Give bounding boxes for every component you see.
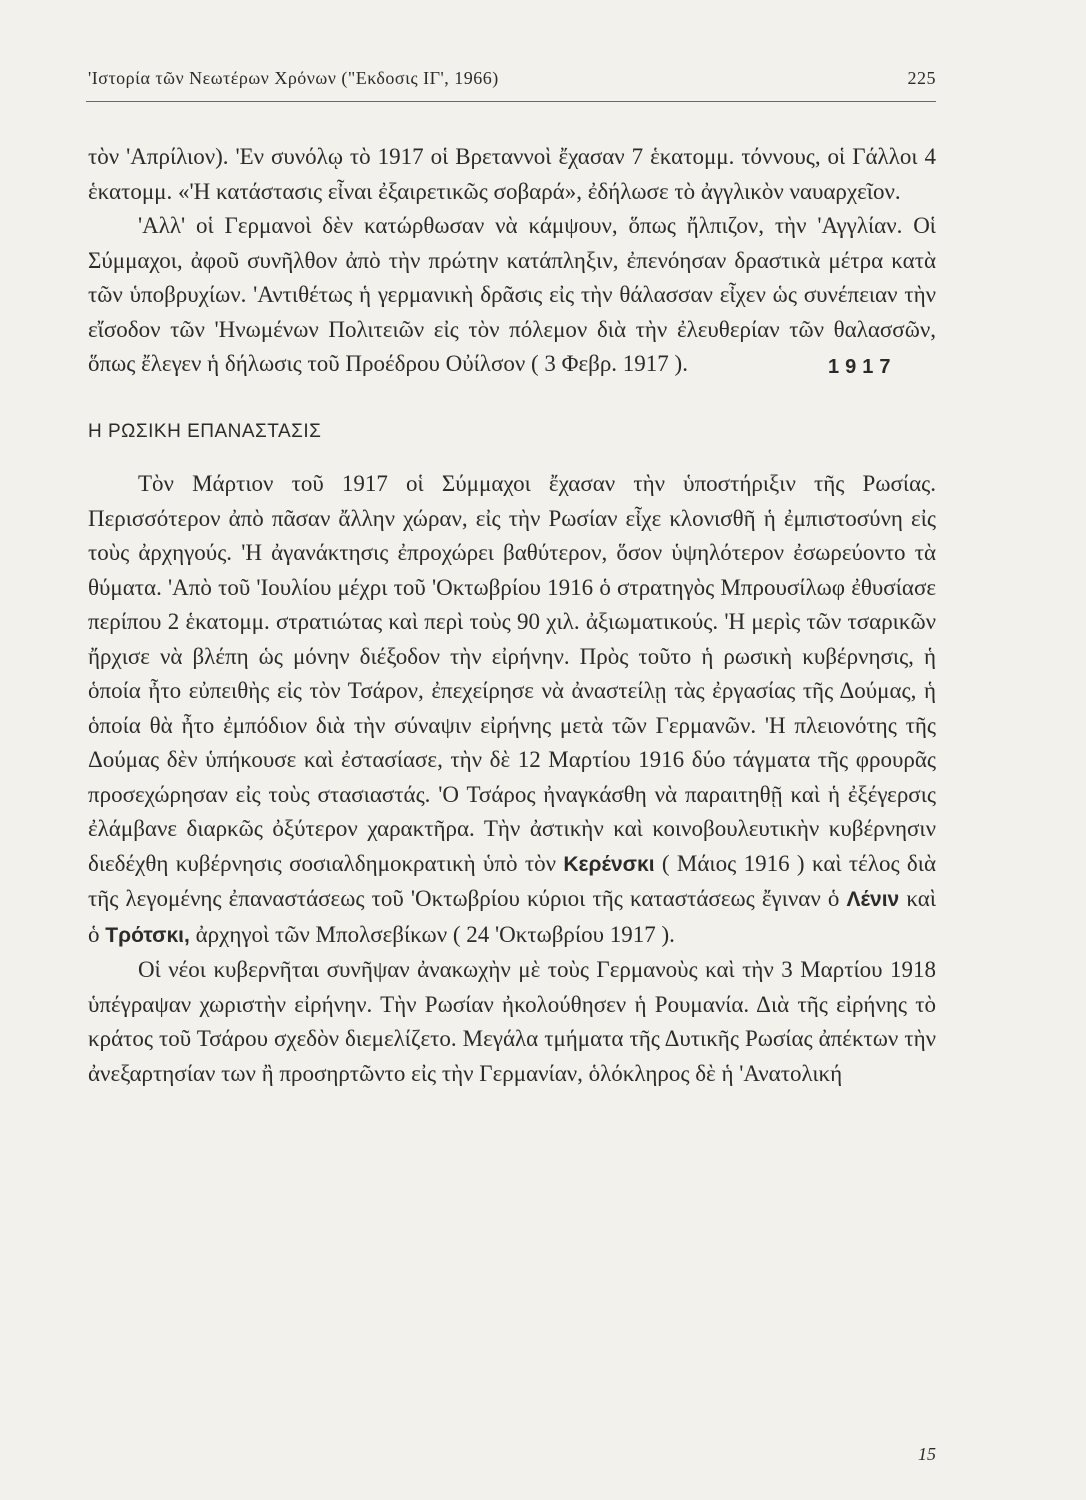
body-text [88,140,936,1091]
running-header [88,68,936,96]
page-number: 225 [907,68,936,88]
name-kerensky: Κερένσκι [563,852,655,876]
running-title: 'Ιστορία τῶν Νεωτέρων Χρόνων ("Εκδοσις ΙΓ', 1966) [88,68,499,88]
section-heading: Η ΡΩΣΙΚΗ ΕΠΑΝΑΣΤΑΣΙΣ [88,420,322,442]
paragraph-3-part-b: ( Μάιος 1916 ) καὶ τέλος διὰ τῆς λεγομένης ἐπαναστάσεως τοῦ 'Οκτωβρίου κύριοι τῆς καταστάσεως ἔγιναν ὁ [88,850,937,911]
paragraph-3-part-d: ἀρχηγοὶ τῶν Μπολσεβίκων ( 24 'Οκτωβρίου 1917 ). [195,921,675,947]
paragraph-4: Οἱ νέοι κυβερνῆται συνῆψαν ἀνακωχὴν μὲ τοὺς Γερμανοὺς καὶ τὴν 3 Μαρτίου 1918 ὑπέγραψαν χωριστὴν εἰρήνην. Τὴν Ρωσίαν ἠκολούθησεν ἡ Ρουμανία. Διὰ τῆς εἰρήνης τὸ κράτος τοῦ Τσάρου σχεδὸν διεμελίζετο. Μεγάλα τμήματα τῆς Δυτικῆς Ρωσίας ἀπέκτων τὴν ἀνεξαρτησίαν των ἢ προσηρτῶντο εἰς τὴν Γερμανίαν, ὁλόκληρος δὲ ἡ 'Ανατολική [88,957,936,1086]
paragraph-3 [88,467,936,953]
paragraph-1: τὸν 'Απρίλιον). 'Εν συνόλῳ τὸ 1917 οἱ Βρεταννοὶ ἔχασαν 7 ἑκατομμ. τόννους, οἱ Γάλλοι 4 ἑκατομμ. «'Η κατάστασις εἶναι ἐξαιρετικῶς σοβαρά», ἐδήλωσε τὸ ἀγγλικὸν ναυαρχεῖον. [88,144,936,204]
signature-mark: 15 [918,1444,936,1464]
paragraph-3-part-c: καὶ ὁ [88,886,937,947]
name-lenin: Λένιν [846,888,900,911]
header-rule [86,101,936,102]
paragraph-2: 'Αλλ' οἱ Γερμανοὶ δὲν κατώρθωσαν νὰ κάμψουν, ὅπως ἤλπιζον, τὴν 'Αγγλίαν. Οἱ Σύμμαχοι, ἀφοῦ συνῆλθον ἀπὸ τὴν πρώτην κατάπληξιν, ἐπενόησαν δραστικὰ μέτρα κατὰ τῶν ὑποβρυχίων. 'Αντιθέτως ἡ γερμανικὴ δρᾶσις εἰς τὴν θάλασσαν εἶχεν ὡς συνέπειαν τὴν εἴσοδον τῶν 'Ηνωμένων Πολιτειῶν εἰς τὸν πόλεμον διὰ τὴν ἐλευθερίαν τῶν θαλασσῶν, ὅπως ἔλεγεν ἡ δήλωσις τοῦ Προέδρου Οὐίλσον ( 3 Φεβρ. 1917 ). [88,213,936,376]
paragraph-3-part-a: Τὸν Μάρτιον τοῦ 1917 οἱ Σύμμαχοι ἔχασαν τὴν ὑποστήριξιν τῆς Ρωσίας. Περισσότερον ἀπὸ πᾶσαν ἄλλην χώραν, εἰς τὴν Ρωσίαν εἶχε κλονισθῆ ἡ ἐμπιστοσύνη εἰς τοὺς ἀρχηγούς. 'Η ἀγανάκτησις ἐπροχώρει βαθύτερον, ὅσον ὑψηλότερον ἐσωρεύοντο τὰ θύματα. 'Απὸ τοῦ 'Ιουλίου μέχρι τοῦ 'Οκτωβρίου 1916 ὁ στρατηγὸς Μπρουσίλωφ ἐθυσίασε περίπου 2 ἑκατομμ. στρατιώτας καὶ περὶ τοὺς 90 χιλ. ἀξιωματικούς. 'Η μερὶς τῶν τσαρικῶν ἤρχισε νὰ βλέπη ὡς μόνην διέξοδον τὴν εἰρήνην. Πρὸς τοῦτο ἡ ρωσικὴ κυβέρνησις, ἡ ὁποία ἦτο εὐπειθὴς εἰς τὸν Τσάρον, ἐπεχείρησε νὰ ἀναστείλῃ τὰς ἐργασίας τῆς Δούμας, ἡ ὁποία θὰ ἦτο ἐμπόδιον διὰ τὴν σύναψιν εἰρήνης μετὰ τῶν Γερμανῶν. 'Η πλειονότης τῆς Δούμας δὲν ὑπήκουσε καὶ ἐστασίασε, τὴν δὲ 12 Μαρτίου 1916 δύο τάγματα τῆς φρουρᾶς προσεχώρησαν εἰς τοὺς στασιαστάς. 'Ο Τσάρος ἠναγκάσθη νὰ παραιτηθῇ καὶ ἡ ἐξέγερσις ἐλάμβανε διαρκῶς ὀξύτερον χαρακτῆρα. Τὴν ἀστικὴν καὶ κοινοβουλευτικὴν κυβέρνησιν διεδέχθη κυβέρνησις σοσιαλδημοκρατικὴ ὑπὸ τὸν [88,471,936,876]
margin-note-year: 1917 [828,356,897,378]
name-trotsky: Τρότσκι, [105,923,190,947]
